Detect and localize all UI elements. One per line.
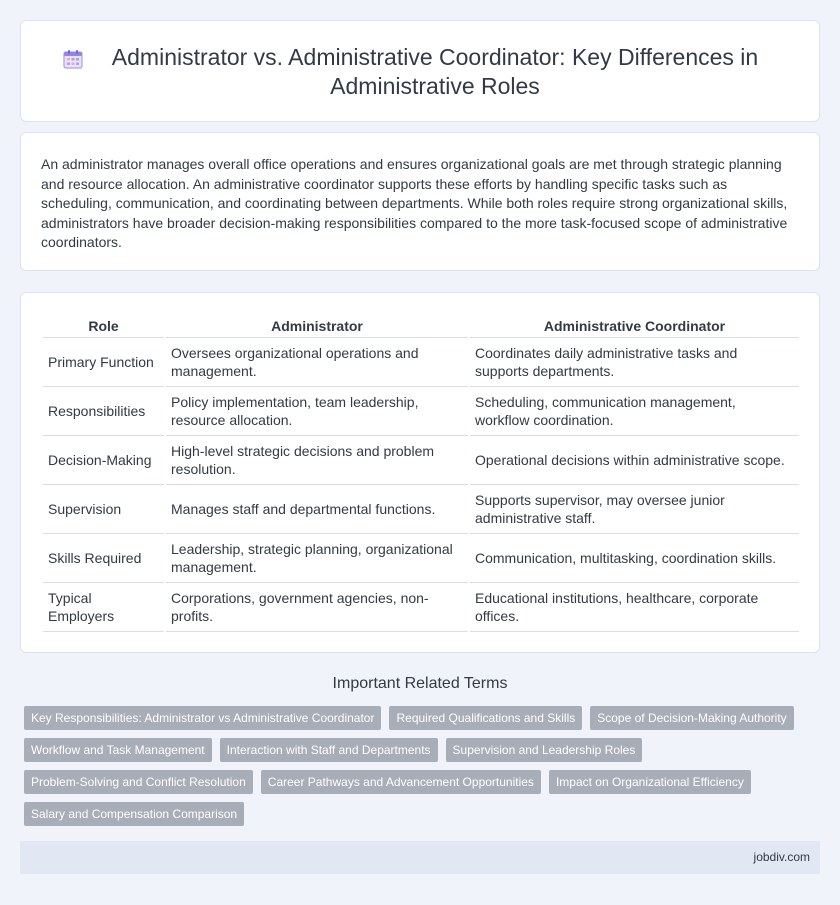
header-card (20, 20, 820, 122)
page-title: Administrator vs. Administrative Coordinator: Key Differences in Administrative Roles (111, 44, 759, 99)
administrator-cell: Corporations, government agencies, non-profits. (165, 583, 469, 632)
header-administrator: Administrator (165, 315, 469, 338)
row-label: Responsibilities (43, 387, 165, 436)
row-label: Skills Required (43, 534, 165, 583)
comparison-table (43, 315, 799, 632)
coordinator-cell: Operational decisions within administrative scope. (469, 436, 799, 485)
table-row (43, 583, 799, 632)
table-row (43, 436, 799, 485)
row-label: Typical Employers (43, 583, 165, 632)
related-tag[interactable]: Interaction with Staff and Departments (220, 738, 438, 762)
calendar-icon (62, 48, 84, 70)
footer (20, 841, 820, 874)
related-tag[interactable]: Supervision and Leadership Roles (446, 738, 643, 762)
related-tag[interactable]: Impact on Organizational Efficiency (549, 770, 751, 794)
table-row (43, 485, 799, 534)
administrator-cell: Leadership, strategic planning, organizational management. (165, 534, 469, 583)
coordinator-cell: Scheduling, communication management, workflow coordination. (469, 387, 799, 436)
related-terms-title: Important Related Terms (332, 675, 508, 692)
row-label: Supervision (43, 485, 165, 534)
coordinator-cell: Educational institutions, healthcare, corporate offices. (469, 583, 799, 632)
related-tag[interactable]: Scope of Decision-Making Authority (590, 706, 793, 730)
related-tag[interactable]: Required Qualifications and Skills (389, 706, 582, 730)
related-tag[interactable]: Problem-Solving and Conflict Resolution (24, 770, 253, 794)
coordinator-cell: Supports supervisor, may oversee junior administrative staff. (469, 485, 799, 534)
intro-paragraph: An administrator manages overall office operations and ensures organizational goals are met through strategic planning and resource allocation. An administrative coordinator supports these efforts by handling specific tasks such as scheduling, communication, and coordinating between departments. While both roles require strong organizational skills, administrators have broader decision-making responsibilities compared to the more task-focused scope of administrative coordinators. (41, 156, 788, 251)
coordinator-cell: Communication, multitasking, coordination skills. (469, 534, 799, 583)
table-row (43, 387, 799, 436)
related-tag[interactable]: Key Responsibilities: Administrator vs Administrative Coordinator (24, 706, 381, 730)
table-row (43, 534, 799, 583)
administrator-cell: High-level strategic decisions and problem resolution. (165, 436, 469, 485)
related-tag[interactable]: Salary and Compensation Comparison (24, 802, 244, 826)
coordinator-cell: Coordinates daily administrative tasks and supports departments. (469, 338, 799, 387)
header-administrative-coordinator: Administrative Coordinator (469, 315, 799, 338)
intro-card (20, 132, 820, 271)
related-tag[interactable]: Workflow and Task Management (24, 738, 212, 762)
row-label: Primary Function (43, 338, 165, 387)
table-row (43, 338, 799, 387)
row-label: Decision-Making (43, 436, 165, 485)
footer-site-link[interactable]: jobdiv.com (753, 850, 810, 864)
administrator-cell: Manages staff and departmental functions. (165, 485, 469, 534)
related-terms-tags (24, 706, 814, 826)
related-tag[interactable]: Career Pathways and Advancement Opportunities (261, 770, 541, 794)
table-header-row (43, 315, 799, 338)
administrator-cell: Policy implementation, team leadership, resource allocation. (165, 387, 469, 436)
administrator-cell: Oversees organizational operations and management. (165, 338, 469, 387)
header-role: Role (43, 315, 165, 338)
comparison-table-card (20, 292, 820, 653)
